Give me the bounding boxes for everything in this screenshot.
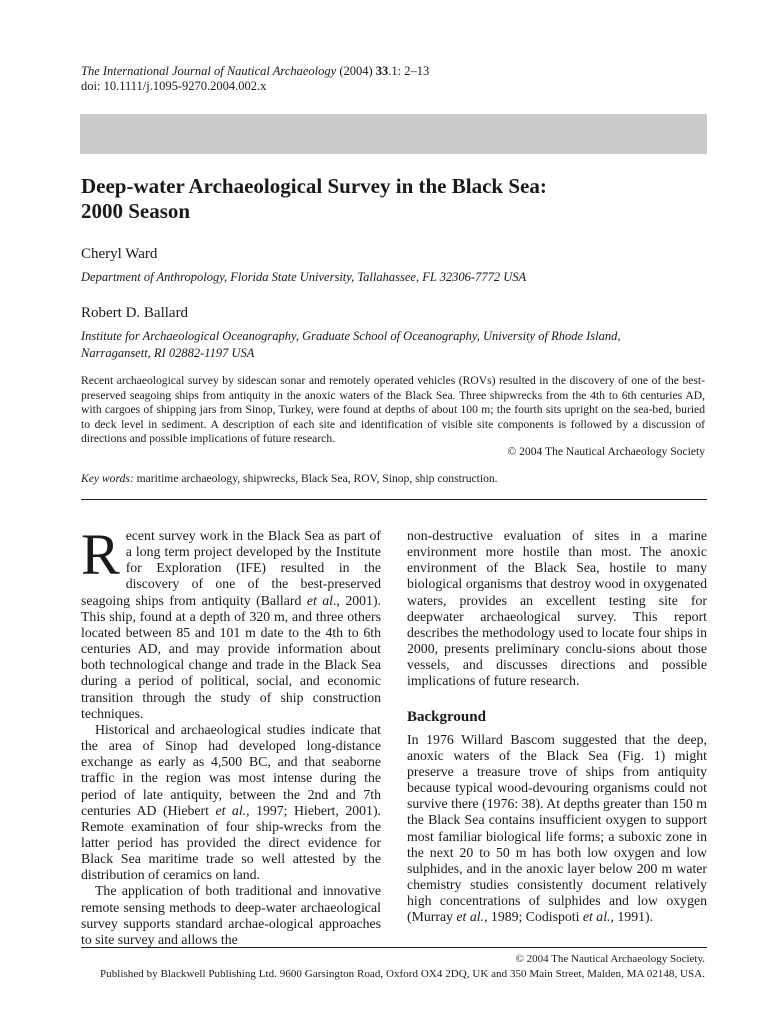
paragraph-text: , 1991). [610, 909, 654, 925]
journal-issue-pages: .1: 2–13 [388, 64, 430, 78]
doi-line: doi: 10.1111/j.1095-9270.2004.002.x [81, 79, 267, 93]
body-column-left [81, 522, 381, 948]
author-affiliation [81, 269, 711, 286]
paragraph-text: ecent survey work in the Black Sea as part of a long term project developed by the Institute for Exploration (IFE) resulted in the discovery of one of the best-preserved seagoing ships from antiquity (Ballard [81, 528, 381, 608]
body-paragraph: non-destructive evaluation of sites in a marine environment more hostile than most. The anoxic environment of the Black Sea, hostile to many biological organisms that destroy wood in oxygenated waters, provides an excellent testing site for deepwater archaeological survey. This report describes the methodology used to locate four ships in 2000, presents preliminary conclu-sions about those vessels, and discusses directions and possible implications of future research. [407, 528, 707, 689]
citation-etal: et al. [215, 802, 247, 818]
body-paragraph: The application of both traditional and innovative remote sensing methods to deep-water archaeological survey supports standard archae-ological approaches to site survey and allows the [81, 883, 381, 947]
author-name: Robert D. Ballard [81, 305, 189, 321]
paragraph-text: ., 2001). This ship, found at a depth of 320 m, and three others located between 85 and 101 m date to the 4th to 6th centuries AD, and may provide information about both technological change and trade in the Black Sea during a period of political, social, and economic transition through the study of ship construction techniques. [81, 592, 381, 721]
keywords-label: Key words: [81, 472, 134, 485]
citation-etal: et al [306, 592, 333, 608]
paragraph-text: In 1976 Willard Bascom suggested that the deep, anoxic waters of the Black Sea (Fig. 1) might preserve a treasure trove of ships from antiquity because typical wood-devouring organisms could not survive there (1976: 38). At depths greater than 150 m the Black Sea contains insufficient oxygen to support most familiar biological life forms; a suboxic zone in the next 20 to 50 m has both low oxygen and low sulphides, and in the anoxic layer below 200 m water chemistry studies consistently document relatively high concentrations of sulphides and low oxygen (Murray [407, 731, 707, 925]
footer-rule [81, 947, 707, 948]
paragraph-text: , 1997; Hiebert, 2001). Remote examination of four ship-wrecks from the latter period has provided the direct evidence for Black Sea maritime trade so well attested by the distribution of ceramics on land. [81, 802, 381, 883]
journal-citation [81, 64, 429, 79]
footer-publisher: Published by Blackwell Publishing Ltd. 9600 Garsington Road, Oxford OX4 2DQ, UK and 350 Main Street, Malden, MA 02148, USA. [100, 968, 705, 980]
author-affiliation [81, 328, 711, 362]
divider-rule [81, 499, 707, 500]
journal-year: (2004) [339, 64, 373, 78]
journal-volume: 33 [375, 64, 389, 78]
footer-copyright: © 2004 The Nautical Archaeology Society. [515, 953, 705, 965]
affiliation-line: Institute for Archaeological Oceanography, Graduate School of Oceanography, University of Rhode Island, [81, 329, 621, 343]
paragraph-text: , 1989; Codispoti [484, 909, 583, 925]
abstract-text: Recent archaeological survey by sidescan sonar and remotely operated vehicles (ROVs) resulted in the discovery of one of the best-preserved seagoing ships from antiquity in the anoxic waters of the Black Sea. Three shipwrecks from the 4th to 6th centuries AD, with cargoes of shipping jars from Sinop, Turkey, were found at depths of about 100 m; the fourth sits upright on the sea-bed, buried to deck level in sediment. A description of each site and identification of visible site components is followed by a discussion of directions and possible implications of future research. [81, 374, 705, 446]
body-paragraph [407, 732, 707, 926]
citation-etal: et al. [456, 909, 485, 925]
keywords-list: maritime archaeology, shipwrecks, Black Sea, ROV, Sinop, ship construction. [133, 472, 498, 485]
keywords [81, 472, 498, 486]
body-paragraph [81, 522, 381, 722]
body-column-right [407, 528, 707, 925]
citation-etal: et al. [582, 909, 611, 925]
header-band [80, 114, 707, 154]
body-paragraph [81, 722, 381, 884]
author-name: Cheryl Ward [81, 246, 158, 262]
affiliation-line: Narragansett, RI 02882-1197 USA [81, 346, 255, 360]
title-line-2: 2000 Season [81, 199, 191, 223]
journal-name: The International Journal of Nautical Archaeology [81, 64, 337, 78]
affiliation-line: Department of Anthropology, Florida State University, Tallahassee, FL 32306-7772 USA [81, 270, 527, 284]
abstract-copyright: © 2004 The Nautical Archaeology Society [507, 445, 705, 458]
article-title [81, 174, 721, 224]
paragraph-text: Historical and archaeological studies indicate that the area of Sinop had developed long-distance exchange as early as 4,500 BC, and that seaborne traffic in the region was most intense during the period of late antiquity, between the 2nd and 7th centuries AD (Hiebert [81, 721, 381, 818]
section-heading: Background [407, 708, 486, 725]
drop-cap: R [81, 522, 120, 587]
title-line-1: Deep-water Archaeological Survey in the Black Sea: [81, 174, 547, 198]
